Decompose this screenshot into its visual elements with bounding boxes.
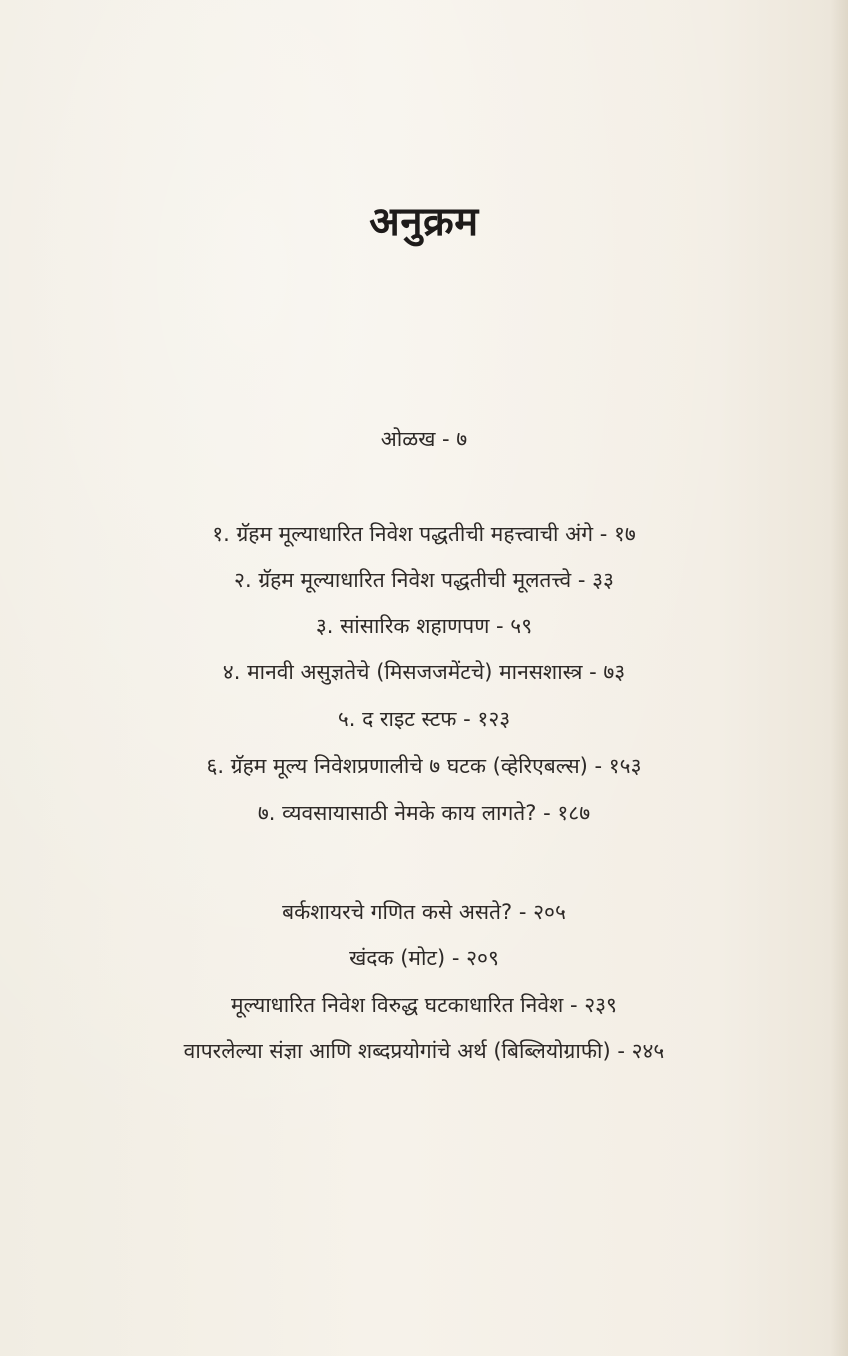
- toc-chapter-2: २. ग्रॅहम मूल्याधारित निवेश पद्धतीची मूलतत्त्वे - ३३: [234, 568, 614, 592]
- toc-chapter-7: ७. व्यवसायासाठी नेमके काय लागते? - १८७: [257, 801, 591, 825]
- toc-appendix-1: बर्कशायरचे गणित कसे असते? - २०५: [282, 900, 566, 924]
- toc-appendix-4: वापरलेल्या संज्ञा आणि शब्दप्रयोगांचे अर्थ (बिब्लियोग्राफी) - २४५: [183, 1039, 665, 1063]
- toc-chapter-6: ६. ग्रॅहम मूल्य निवेशप्रणालीचे ७ घटक (व्हेरिएबल्स) - १५३: [206, 754, 642, 778]
- contents-heading: अनुक्रम: [369, 199, 479, 245]
- toc-chapter-4: ४. मानवी असुज्ञतेचे (मिसजजमेंटचे) मानसशास्त्र - ७३: [222, 660, 626, 684]
- toc-appendix-3: मूल्याधारित निवेश विरुद्ध घटकाधारित निवेश - २३९: [231, 993, 617, 1017]
- toc-appendix-2: खंदक (मोट) - २०९: [349, 946, 499, 970]
- toc-chapter-5: ५. द राइट स्टफ - १२३: [337, 707, 511, 731]
- toc-chapter-1: १. ग्रॅहम मूल्याधारित निवेश पद्धतीची महत्त्वाची अंगे - १७: [212, 522, 636, 546]
- toc-intro-entry: ओळख - ७: [380, 427, 468, 451]
- toc-chapter-3: ३. सांसारिक शहाणपण - ५९: [315, 614, 533, 638]
